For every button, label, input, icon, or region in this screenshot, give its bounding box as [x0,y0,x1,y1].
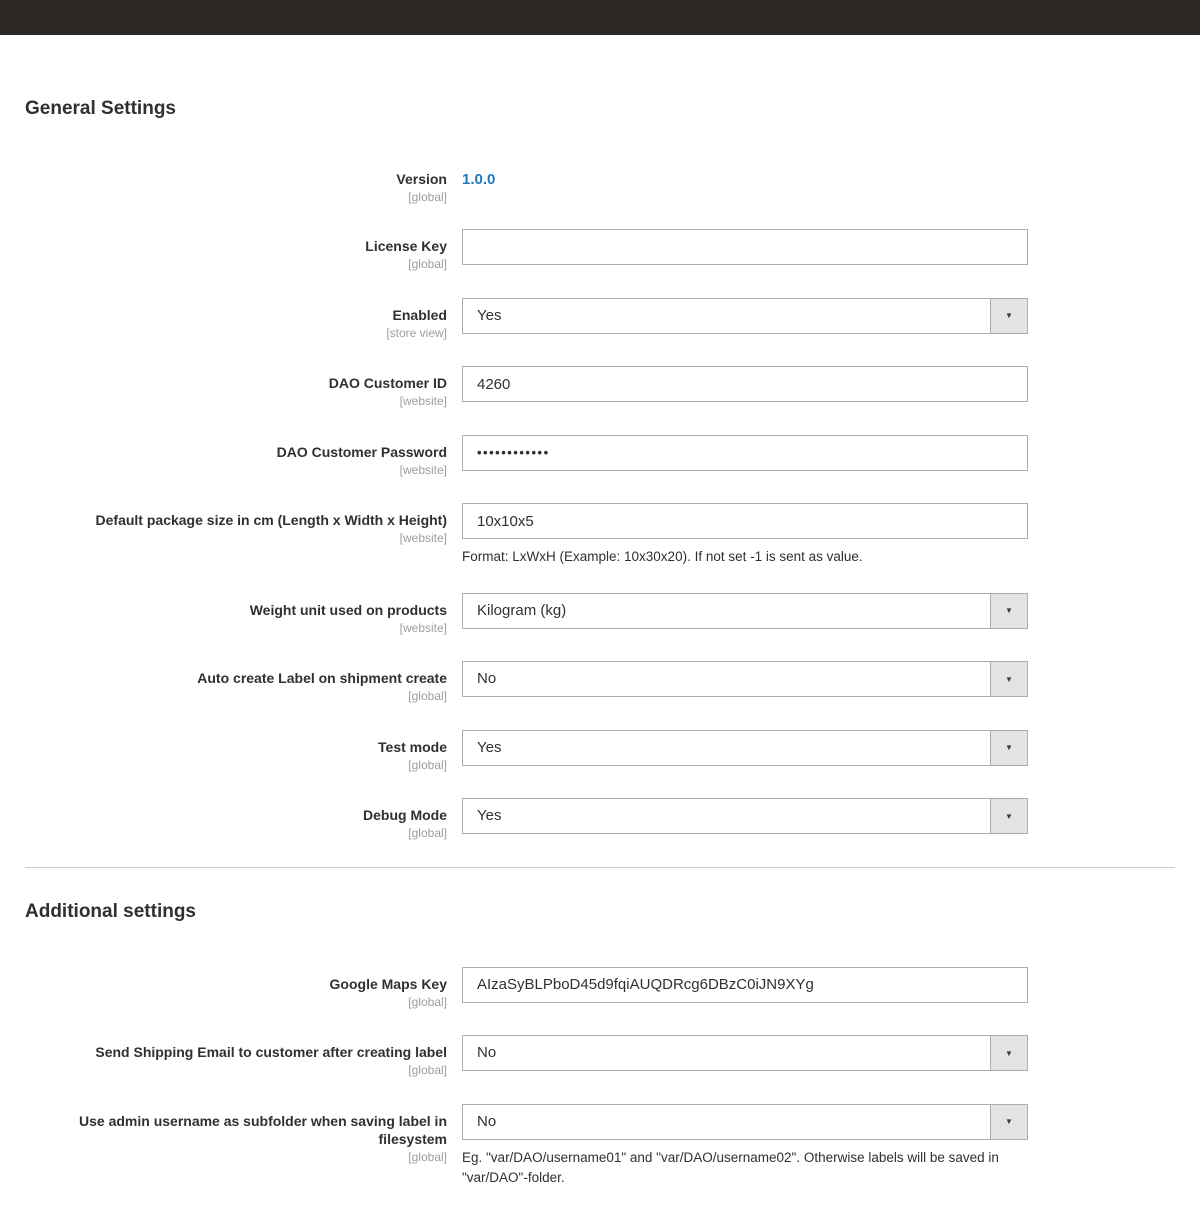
field-value-column [462,730,1028,766]
field-value-column [462,1035,1028,1071]
chevron-down-icon[interactable]: ▼ [990,662,1027,696]
section-additional-settings [0,900,1200,1188]
field-scope: [website] [399,462,447,477]
form-row-dao-customer-password [0,435,1200,478]
section-title: Additional settings [25,900,196,922]
general-settings-rows [0,170,1200,842]
test-mode-select-value: Yes [477,738,502,756]
field-label: Google Maps Key [329,975,447,992]
enabled-select-value: Yes [477,306,502,324]
field-label: Version [396,171,447,187]
field-value-column [462,366,1028,402]
chevron-down-icon[interactable]: ▼ [990,1105,1027,1139]
field-label: DAO Customer Password [276,443,447,460]
default-package-size-in-cm-length-x-width-x-height-input[interactable] [462,503,1028,539]
use-admin-username-as-subfolder-when-saving-label-in-filesystem-hint: Eg. "var/DAO/username01" and "var/DAO/username02". Otherwise labels will be saved in "var/DAO"-folder. [462,1149,999,1185]
field-label: Auto create Label on shipment create [197,670,447,687]
field-label-column [0,435,447,478]
field-scope: [global] [408,689,447,704]
field-scope: [global] [408,757,447,772]
form-row-auto-create-label-on-shipment-create [0,661,1200,704]
field-label: Weight unit used on products [249,601,447,618]
test-mode-select[interactable] [462,730,1028,766]
version-value: 1.0.0 [462,171,496,188]
field-label-column [0,1035,447,1078]
field-value-column [462,967,1028,1003]
send-shipping-email-to-customer-after-creating-label-select[interactable] [462,1035,1028,1071]
field-scope: [global] [408,826,447,841]
field-scope: [store view] [386,325,447,340]
use-admin-username-as-subfolder-when-saving-label-in-filesystem-select-value: No [477,1112,497,1130]
field-label-column [0,1104,447,1166]
field-value-column [462,593,1028,629]
field-value-column [462,661,1028,697]
field-label-column [0,366,447,409]
field-value-column [462,298,1028,334]
field-label-column [0,967,447,1010]
field-value-column [462,798,1028,834]
field-label-column [0,730,447,773]
field-label: Test mode [378,738,447,755]
form-row-dao-customer-id [0,366,1200,409]
field-label-column [0,229,447,272]
dao-customer-id-input[interactable] [462,366,1028,402]
admin-topbar [0,0,1200,35]
field-label-column [0,170,447,205]
dao-customer-password-input[interactable] [462,435,1028,471]
field-label-column [0,298,447,341]
field-scope: [global] [408,1150,447,1165]
field-label-column [0,593,447,636]
weight-unit-used-on-products-select[interactable] [462,593,1028,629]
section-general-settings [0,97,1200,842]
field-label: DAO Customer ID [328,375,447,392]
field-scope: [global] [408,257,447,272]
weight-unit-used-on-products-select-value: Kilogram (kg) [477,601,567,619]
debug-mode-select[interactable] [462,798,1028,834]
auto-create-label-on-shipment-create-select-value: No [477,670,497,688]
field-value-column [462,435,1028,471]
field-value-column [462,170,1028,189]
form-row-debug-mode [0,798,1200,841]
field-scope: [global] [408,189,447,204]
field-label-column [0,661,447,704]
form-row-test-mode [0,730,1200,773]
additional-settings-rows [0,967,1200,1188]
send-shipping-email-to-customer-after-creating-label-select-value: No [477,1044,497,1062]
form-row-google-maps-key [0,967,1200,1010]
field-scope: [website] [399,531,447,546]
form-row-enabled [0,298,1200,341]
license-key-input[interactable] [462,229,1028,265]
field-label: Use admin username as subfolder when saving label in filesystem [79,1112,447,1148]
default-package-size-in-cm-length-x-width-x-height-hint: Format: LxWxH (Example: 10x30x20). If not set -1 is sent as value. [462,549,863,565]
field-scope: [global] [408,1062,447,1077]
use-admin-username-as-subfolder-when-saving-label-in-filesystem-select[interactable] [462,1104,1028,1140]
debug-mode-select-value: Yes [477,807,502,825]
section-title: General Settings [25,98,176,119]
field-label: License Key [365,238,447,255]
section-divider [25,867,1175,868]
auto-create-label-on-shipment-create-select[interactable] [462,661,1028,697]
chevron-down-icon[interactable]: ▼ [990,299,1027,333]
form-row-version [0,170,1200,205]
form-row-send-shipping-email-to-customer-after-creating-label [0,1035,1200,1078]
field-label-column [0,503,447,546]
form-row-default-package-size-in-cm-length-x-width-x-height [0,503,1200,567]
field-value-column [462,503,1028,567]
field-scope: [global] [408,994,447,1009]
field-label: Debug Mode [363,807,447,824]
field-value-column [462,1104,1028,1189]
field-scope: [website] [399,620,447,635]
chevron-down-icon[interactable]: ▼ [990,594,1027,628]
field-label: Send Shipping Email to customer after creating label [95,1044,447,1061]
enabled-select[interactable] [462,298,1028,334]
form-row-weight-unit-used-on-products [0,593,1200,636]
google-maps-key-input[interactable] [462,967,1028,1003]
form-row-use-admin-username-as-subfolder-when-saving-label-in-filesystem [0,1104,1200,1189]
config-page [0,97,1200,1188]
field-label-column [0,798,447,841]
form-row-license-key [0,229,1200,272]
chevron-down-icon[interactable]: ▼ [990,731,1027,765]
field-value-column [462,229,1028,265]
chevron-down-icon[interactable]: ▼ [990,799,1027,833]
field-label: Default package size in cm (Length x Width x Height) [95,512,447,529]
chevron-down-icon[interactable]: ▼ [990,1036,1027,1070]
field-label: Enabled [392,306,447,323]
field-scope: [website] [399,394,447,409]
